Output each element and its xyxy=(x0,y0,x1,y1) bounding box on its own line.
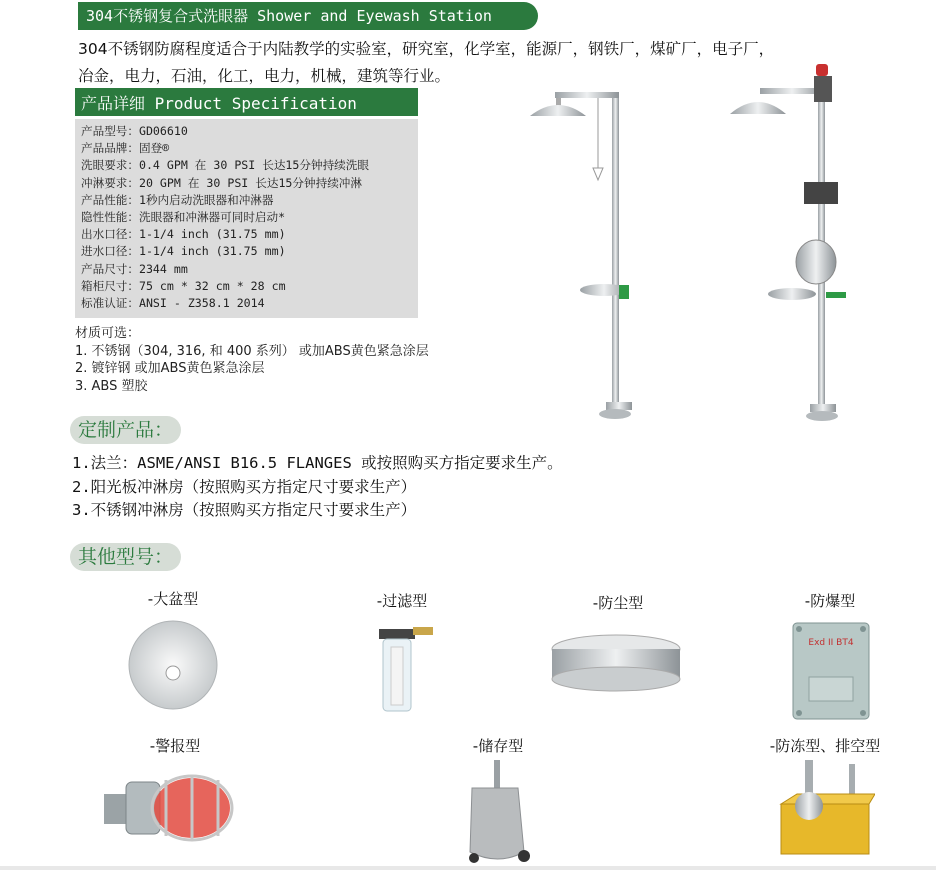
model-antifreeze xyxy=(750,735,900,860)
page-title: 304不锈钢复合式洗眼器 Shower and Eyewash Station xyxy=(78,2,538,30)
spec-row: 箱柜尺寸：75 cm * 32 cm * 28 cm xyxy=(81,278,286,293)
custom-item: 2.阳光板冲淋房（按照购买方指定尺寸要求生产） xyxy=(72,477,417,496)
spec-row: 产品尺寸：2344 mm xyxy=(81,261,188,276)
spec-heading: 产品详细 Product Specification xyxy=(75,88,418,119)
custom-item: 1.法兰：ASME/ANSI B16.5 FLANGES 或按照购买方指定要求生产。 xyxy=(72,454,563,472)
spec-row: 产品性能：1秒内启动洗眼器和冲淋器 xyxy=(81,192,274,207)
shower-station-photo xyxy=(520,80,640,425)
materials-item: 2. 镀锌钢 或加ABS黄色紧急涂层 xyxy=(75,361,265,376)
model-alarm xyxy=(100,735,250,855)
model-label: -警报型 xyxy=(149,737,201,755)
model-label: -大盆型 xyxy=(147,590,199,608)
model-storage xyxy=(448,735,548,868)
spec-row: 产品型号：GD06610 xyxy=(81,124,188,138)
model-label: -防冻型、排空型 xyxy=(769,737,881,755)
custom-list xyxy=(72,452,563,523)
model-label: -防尘型 xyxy=(592,594,644,612)
model-explosion-proof xyxy=(780,590,880,721)
spec-row: 洗眼要求：0.4 GPM 在 30 PSI 长达15分钟持续洗眼 xyxy=(81,158,369,173)
spec-row: 产品品牌：固登® xyxy=(81,141,170,156)
materials-list xyxy=(75,343,429,396)
combination-station-photo xyxy=(722,62,852,427)
alarm-light-icon xyxy=(100,760,250,855)
filter-icon xyxy=(367,617,437,717)
model-large-basin xyxy=(118,588,228,713)
page-footer-bar xyxy=(0,866,936,870)
spec-panel xyxy=(75,88,418,318)
other-models-heading: 其他型号： xyxy=(70,543,181,571)
intro-line: 304不锈钢防腐程度适合于内陆教学的实验室，研究室，化学室，能源厂，钢铁厂，煤矿厂，电子厂， xyxy=(78,40,775,58)
large-basin-icon xyxy=(125,617,221,713)
model-filter xyxy=(352,590,452,717)
spec-row: 标准认证：ANSI - Z358.1 2014 xyxy=(81,296,265,311)
explosion-proof-box-icon xyxy=(785,617,875,721)
spec-row: 进水口径：1-1/4 inch (31.75 mm) xyxy=(81,244,286,259)
model-label: -储存型 xyxy=(472,737,524,755)
intro-line: 冶金，电力，石油，化工，电力，机械，建筑等行业。 xyxy=(78,67,451,85)
materials-item: 3. ABS 塑胶 xyxy=(75,378,148,394)
custom-item: 3.不锈钢冲淋房（按照购买方指定尺寸要求生产） xyxy=(72,501,417,519)
antifreeze-box-icon xyxy=(775,760,875,860)
spec-row: 隐性性能：洗眼器和冲淋器可同时启动* xyxy=(81,210,286,225)
materials-heading: 材质可选： xyxy=(75,326,141,341)
dustproof-cover-icon xyxy=(548,629,688,699)
custom-heading: 定制产品： xyxy=(70,416,181,444)
model-dustproof xyxy=(548,592,688,699)
spec-row: 出水口径：1-1/4 inch (31.75 mm) xyxy=(81,227,286,242)
spec-row: 冲淋要求：20 GPM 在 30 PSI 长达15分钟持续冲淋 xyxy=(81,175,362,190)
materials-item: 1. 不锈钢（304, 316, 和 400 系列） 或加ABS黄色紧急涂层 xyxy=(75,343,429,359)
storage-tank-icon xyxy=(458,760,538,868)
spec-list xyxy=(75,119,418,312)
model-label: -防爆型 xyxy=(804,592,856,610)
explosion-box-label: Exd II BT4 xyxy=(808,638,854,648)
materials-section xyxy=(75,325,429,395)
model-label: -过滤型 xyxy=(376,592,428,610)
